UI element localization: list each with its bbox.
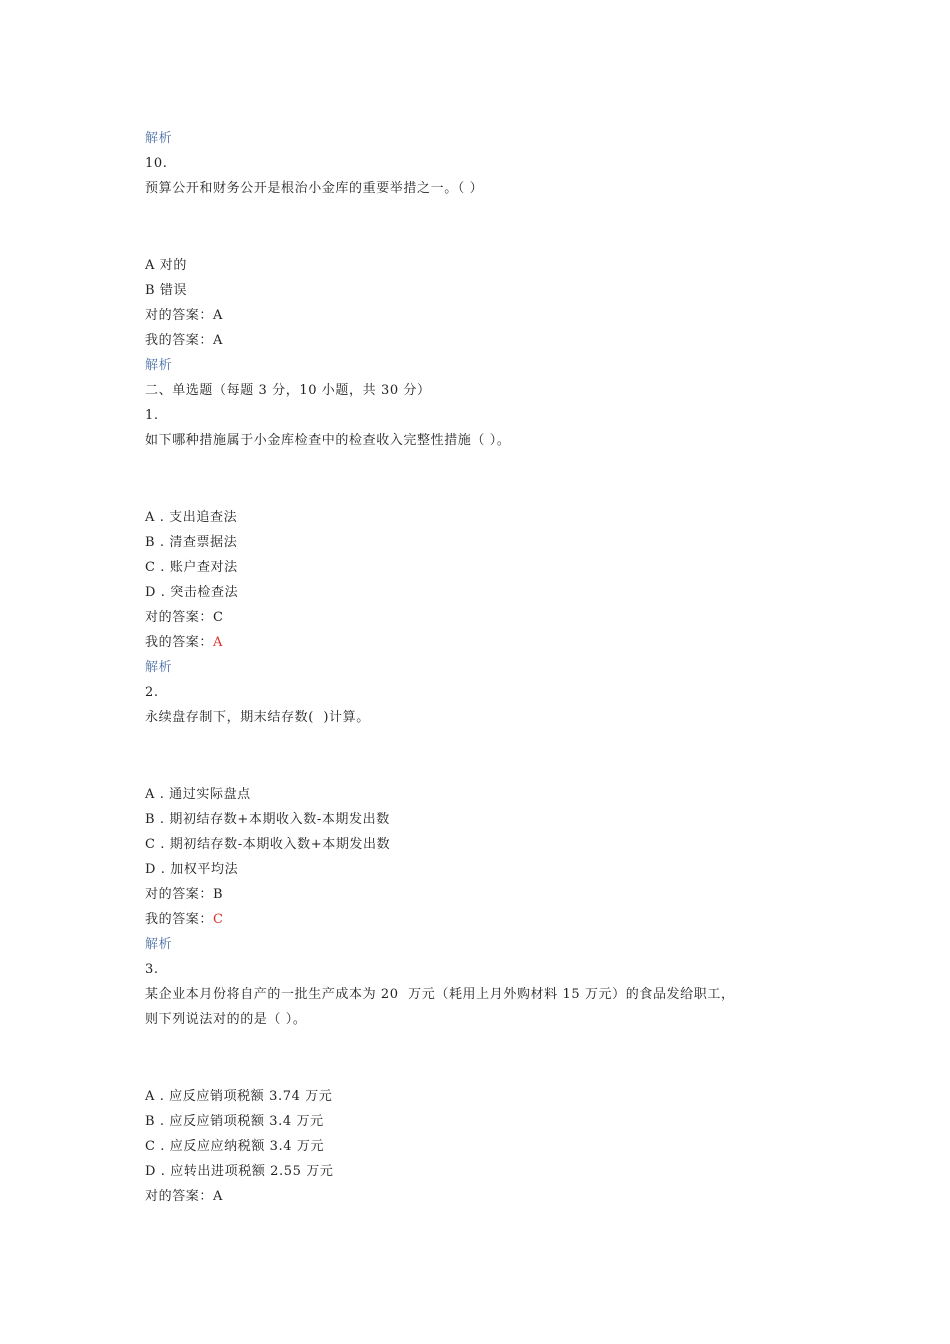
question-stem: 预算公开和财务公开是根治小金库的重要举措之一。（ ） (145, 181, 484, 196)
correct-answer-value: B (213, 887, 224, 902)
option-c: C . 期初结存数-本期收入数+本期发出数 (145, 837, 391, 852)
my-answer (145, 907, 825, 932)
option-b: B . 清查票据法 (145, 535, 238, 550)
question-s2-2 (145, 680, 825, 957)
analysis-link[interactable]: 解析 (145, 937, 173, 952)
correct-answer-value: C (213, 610, 224, 625)
option-b: B 错误 (145, 283, 188, 298)
my-answer-value-wrong: A (213, 635, 224, 650)
analysis-link[interactable]: 解析 (145, 131, 173, 146)
option-a: A 对的 (145, 258, 187, 273)
question-stem: 永续盘存制下，期末结存数( )计算。 (145, 710, 370, 725)
option-a: A . 通过实际盘点 (145, 787, 251, 802)
option-d: D . 加权平均法 (145, 862, 239, 877)
option-d: D . 突击检查法 (145, 585, 239, 600)
analysis-link[interactable]: 解析 (145, 358, 173, 373)
question-stem-line-1: 某企业本月份将自产的一批生产成本为 20 万元（耗用上月外购材料 15 万元）的食品发给职工， (145, 987, 735, 1002)
option-a: A . 应反应销项税额 3.74 万元 (145, 1089, 333, 1104)
my-answer-label: 我的答案： (145, 635, 214, 650)
analysis-link[interactable]: 解析 (145, 660, 173, 675)
my-answer-label: 我的答案： (145, 912, 214, 927)
my-answer (145, 630, 825, 655)
option-a: A . 支出追查法 (145, 510, 238, 525)
correct-answer (145, 303, 825, 328)
option-c: C . 账户查对法 (145, 560, 238, 575)
correct-answer-label: 对的答案： (145, 887, 214, 902)
correct-answer (145, 1184, 825, 1209)
question-s2-1 (145, 403, 825, 680)
option-c: C . 应反应应纳税额 3.4 万元 (145, 1139, 325, 1154)
section-title: 二、单选题（每题 3 分，10 小题，共 30 分） (145, 383, 431, 398)
my-answer-value-wrong: C (213, 912, 224, 927)
correct-answer-value: A (213, 308, 224, 323)
question-document (145, 126, 825, 1209)
correct-answer-label: 对的答案： (145, 1189, 214, 1204)
question-stem: 如下哪种措施属于小金库检查中的检查收入完整性措施（ ）。 (145, 433, 511, 448)
my-answer-label: 我的答案： (145, 333, 214, 348)
question-s2-3 (145, 957, 825, 1209)
question-10 (145, 151, 825, 378)
question-stem-line-2: 则下列说法对的的是（ ）。 (145, 1012, 307, 1027)
correct-answer-value: A (213, 1189, 224, 1204)
question-number: 10. (145, 156, 168, 171)
option-b: B . 期初结存数+本期收入数-本期发出数 (145, 812, 390, 827)
question-number: 1. (145, 408, 159, 423)
my-answer-value: A (213, 333, 224, 348)
question-number: 2. (145, 685, 159, 700)
option-b: B . 应反应销项税额 3.4 万元 (145, 1114, 324, 1129)
correct-answer-label: 对的答案： (145, 610, 214, 625)
question-number: 3. (145, 962, 159, 977)
correct-answer (145, 605, 825, 630)
correct-answer (145, 882, 825, 907)
my-answer (145, 328, 825, 353)
correct-answer-label: 对的答案： (145, 308, 214, 323)
option-d: D . 应转出进项税额 2.55 万元 (145, 1164, 334, 1179)
